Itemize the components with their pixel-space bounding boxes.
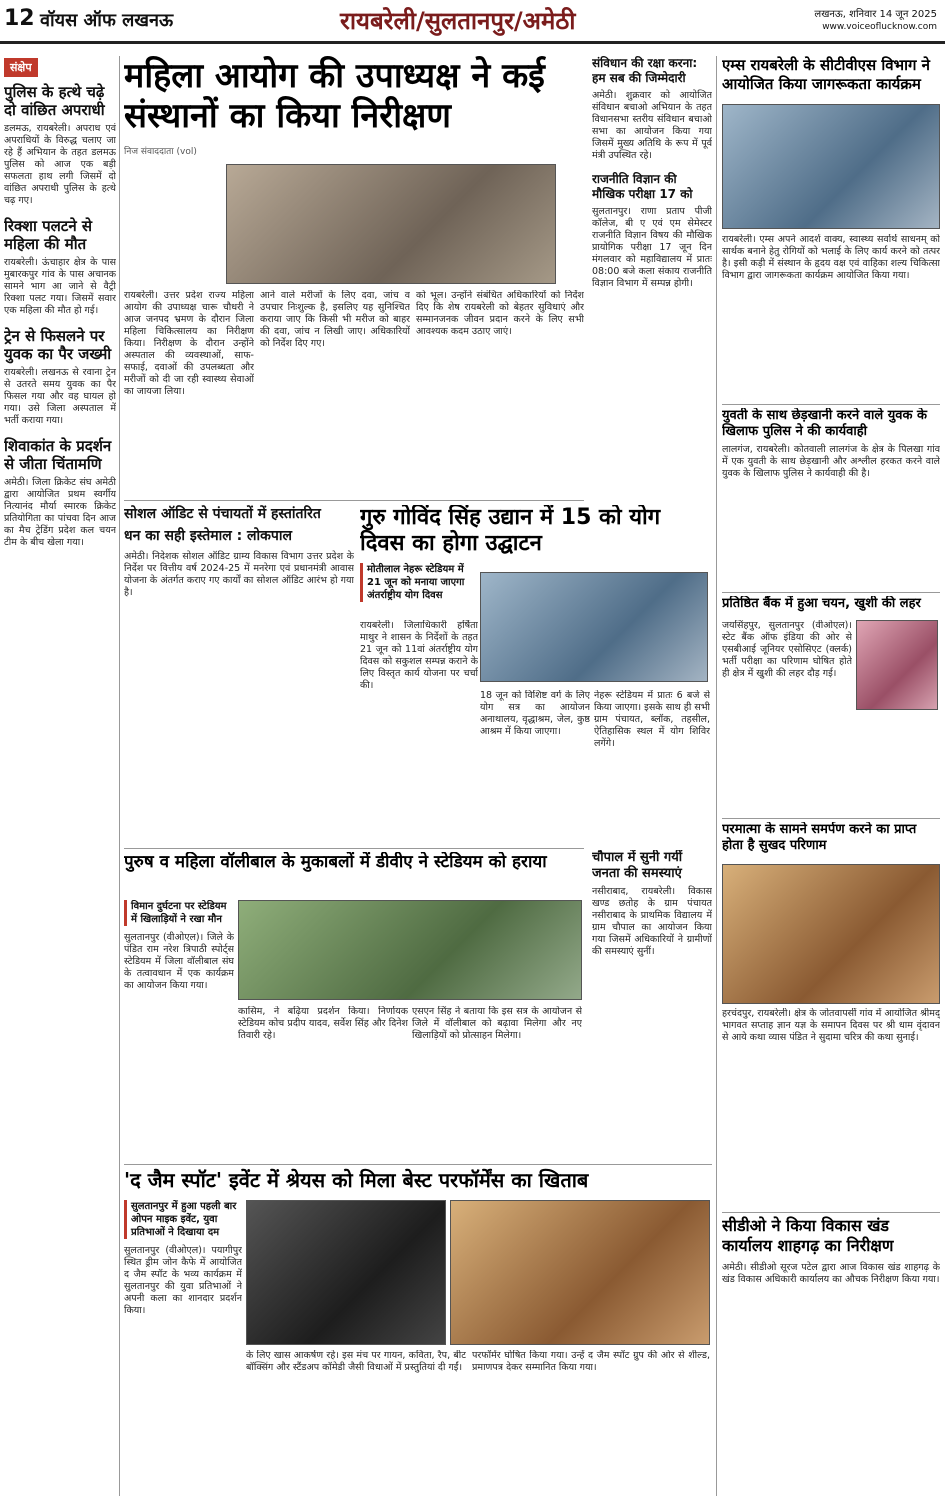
volleyball-left: [124, 900, 234, 1160]
column-rule: [716, 56, 717, 1496]
bank-headline: प्रतिष्ठित बैंक में हुआ चयन, खुशी की लहर: [722, 596, 921, 611]
jam-left: [124, 1200, 242, 1496]
harassment-headline: युवती के साथ छेड़खानी करने वाले युवक के खिलाफ पुलिस ने की कार्यवाही: [722, 408, 927, 439]
story-head: पुलिस के हत्थे चढ़े दो वांछित अपराधी: [4, 83, 105, 119]
yoga-text: 18 जून को विशिष्ट वर्ग के लिए योग सत्र का आयोजन अनाथालय, वृद्धाश्रम, जेल, कुष्ठ आश्रम में किया जाएगा।: [480, 690, 590, 737]
website: www.voiceoflucknow.com: [822, 22, 937, 32]
section-rule: [722, 1212, 940, 1213]
story-head: रिक्शा पलटने से महिला की मौत: [4, 217, 93, 253]
story-text: नसीराबाद, रायबरेली। विकास खण्ड छतोह के ग्राम पंचायत नसीराबाद के प्राथमिक विद्यालय में ग्राम चौपाल का आयोजन किया गया जिसमें अधिकारियों ने ग्रामीणों की समस्याएं सुनीं।: [592, 886, 712, 957]
column-rule: [119, 56, 120, 1496]
story-text: रायबरेली। लखनऊ से रवाना ट्रेन से उतरते समय युवक का पैर फिसल गया और वह घायल हो गया। उसे जिला अस्पताल में भर्ती कराया गया।: [4, 367, 116, 426]
lead-headline: महिला आयोग की उपाध्यक्ष ने कई संस्थानों का किया निरीक्षण: [124, 56, 545, 136]
masthead: [0, 0, 945, 44]
volleyball-text: एसएन सिंह ने बताया कि इस सत्र के आयोजन से जिले में वॉलीबाल को बढ़ावा मिलेगा और नए खिलाड़ियों को प्रोत्साहन मिलेगा।: [412, 1006, 582, 1041]
cdo-headline: सीडीओ ने किया विकास खंड कार्यालय शाहगढ़ का निरीक्षण: [722, 1216, 894, 1255]
yoga-bullet: मोतीलाल नेहरू स्टेडियम में 21 जून को मनाया जाएगा अंतर्राष्ट्रीय योग दिवस: [360, 563, 478, 602]
social-audit-story: [124, 505, 354, 845]
story-head: धन का सही इस्तेमाल : लोकपाल: [124, 528, 292, 544]
jam-headline: 'द जैम स्पॉट' इवेंट में श्रेयस को मिला बेस्ट परफॉर्मेंस का खिताब: [124, 1168, 589, 1192]
bank-photo: [856, 620, 938, 710]
section-rule: [124, 848, 584, 849]
volleyball-text: कासिम, ने बढ़िया प्रदर्शन किया। निर्णायक स्टेडियम कोच प्रदीप यादव, सर्वेश सिंह और दिनेश तिवारी रहे।: [238, 1006, 408, 1041]
surrender-headline: परमात्मा के सामने समर्पण करने का प्राप्त होता है सुखद परिणाम: [722, 822, 917, 853]
chaupal-story: [592, 850, 712, 1150]
volleyball-bullet: विमान दुर्घटना पर स्टेडियम में खिलाड़ियों ने रखा मौन: [124, 900, 234, 926]
surrender-photo: [722, 864, 940, 1004]
story-head: शिवाकांत के प्रदर्शन से जीता चिंतामणि: [4, 437, 112, 473]
bank-text: जयसिंहपुर, सुलतानपुर (वीओएल)। स्टेट बैंक ऑफ इंडिया की ओर से एसबीआई जूनियर एसोसिएट (क्लर्क) भर्ती परीक्षा का परिणाम घोषित होते ही क्षेत्र में खुशी की लहर दौड़ गई।: [722, 620, 852, 679]
aiims-headline: एम्स रायबरेली के सीटीवीएस विभाग ने आयोजित किया जागरूकता कार्यक्रम: [722, 56, 930, 93]
surrender-story: [722, 822, 940, 862]
yoga-text: रायबरेली। जिलाधिकारी हर्षिता माथुर ने शासन के निर्देशों के तहत 21 जून को 11वां अंतर्राष्ट्रीय योग दिवस को सकुशल सम्पन्न कराने के लिए विस्तृत कार्य योजना पर चर्चा की।: [360, 620, 478, 691]
story-text: रायबरेली। ऊंचाहार क्षेत्र के पास मुबारकपुर गांव के पास अचानक सामने भाग आ जाने से वैट्री रिक्शा पलट गया। जिसमें सवार एक महिला की मौत हो गई।: [4, 257, 116, 316]
constitution-story: [592, 56, 712, 496]
story-head: सोशल ऑडिट से पंचायतों में हस्तांतरित: [124, 506, 321, 522]
left-column: [4, 56, 116, 1496]
lead-text: आने वाले मरीजों के लिए दवा, जांच व उपचार निःशुल्क है, इसलिए यह सुनिश्चित कराया जाए कि किसी भी मरीज को बाहर की दवा, जांच न लिखी जाए। अधिकारियों को निर्देश दिए गए।: [260, 290, 410, 349]
section-rule: [722, 404, 940, 405]
jam-photo: [246, 1200, 446, 1345]
story-head: संविधान की रक्षा करना: हम सब की जिम्मेदारी: [592, 56, 698, 85]
story-text: सुलतानपुर (वीओएल)। पयागीपुर स्थित ड्रीम जोन कैफे में आयोजित द जैम स्पॉट के भव्य कार्यक्रम में सुलतानपुर की युवा प्रतिभाओं ने अपनी कला का शानदार प्रदर्शन किया।: [124, 1245, 242, 1316]
jam-text: परफॉर्मर घोषित किया गया। उन्हें द जैम स्पॉट ग्रुप की ओर से शील्ड, प्रमाणपत्र देकर सम्मानित किया गया।: [472, 1350, 710, 1373]
volleyball-headline: पुरुष व महिला वॉलीबाल के मुकाबलों में डीवीए ने स्टेडियम को हराया: [124, 852, 547, 872]
story-text: अमेठी। जिला क्रिकेट संघ अमेठी द्वारा आयोजित प्रथम स्वर्गीय नित्यानंद मौर्या स्मारक क्रिकेट प्रतियोगिता का पांचवा दिन आज का मैच ट्रेडिंग प्रदेश कल चयन टीम के बीच खेला गया।: [4, 477, 116, 548]
lead-photo: [226, 164, 556, 284]
byline: निज संवाददाता (vol): [124, 147, 197, 157]
story-text: सुलतानपुर (वीओएल)। जिले के पंडित राम नरेश त्रिपाठी स्पोर्ट्स स्टेडियम में जिला वॉलीबाल संघ के तत्वावधान में एक कार्यक्रम का आयोजन किया गया।: [124, 932, 234, 991]
yoga-text: नेहरू स्टेडियम में प्रातः 6 बजे से किया जाएगा। इसके साथ ही सभी ग्राम पंचायत, ब्लॉक, तहसील, ऐतिहासिक स्थल में योग शिविर लगेंगे।: [594, 690, 710, 749]
jam-bullet: सुलतानपुर में हुआ पहली बार ओपन माइक इवेंट, युवा प्रतिभाओं ने दिखाया दम: [124, 1200, 242, 1239]
page-number: 12: [4, 6, 35, 31]
story-head: राजनीति विज्ञान की मौखिक परीक्षा 17 को: [592, 172, 693, 201]
story-head: चौपाल में सुनी गयीं जनता की समस्याएं: [592, 850, 683, 881]
story-text: लालगंज, रायबरेली। कोतवाली लालगंज के क्षेत्र के पिलखा गांव में एक युवती के साथ छेड़खानी और अश्लील हरकत करने वाले युवक के खिलाफ पुलिस ने कार्यवाही की है।: [722, 444, 940, 479]
volleyball-photo: [238, 900, 582, 1000]
aiims-text: रायबरेली। एम्स अपने आदर्श वाक्य, स्वास्थ्य सर्वार्थ साधनम् को सार्थक बनाने हेतु रोगियों को भलाई के लिए कार्य करने को तत्पर है। इसी कड़ी में संस्थान के हृदय वक्ष एवं वाहिका शल्य चिकित्सा विभाग द्वारा जागरूकता कार्यक्रम आयोजित किया गया।: [722, 234, 940, 281]
story-text: अमेठी। शुक्रवार को आयोजित संविधान बचाओ अभियान के तहत विधानसभा स्तरीय संविधान बचाओ सभा का आयोजन किया गया जिसमें मुख्य अतिथि के रूप में पूर्व मंत्री उपस्थित रहे।: [592, 90, 712, 161]
lead-text: को भूल। उन्होंने संबंधित अधिकारियों को निर्देश दिए कि शेष रायबरेली को बेहतर सुविधाएं और सम्मानजनक जीवन प्रदान करने के लिए सभी आवश्यक कदम उठाए जाएं।: [416, 290, 584, 337]
story-text: सुलतानपुर। राणा प्रताप पीजी कॉलेज, बी ए एवं एम सेमेस्टर राजनीति विज्ञान विषय की मौखिक प्रायोगिक परीक्षा 17 जून दिन मंगलवार को महाविद्यालय में प्रातः 08:00 बजे कला संकाय राजनीति विज्ञान विभाग में सम्पन्न होगी।: [592, 206, 712, 289]
story-text: अमेठी। निदेशक सोशल ऑडिट ग्राम्य विकास विभाग उत्तर प्रदेश के निर्देश पर वित्तीय वर्ष 2024-25 में मनरेगा एवं प्रधानमंत्री आवास योजना के अंतर्गत कराए गए कार्यों का सोशल ऑडिट आरंभ हो गया है।: [124, 551, 354, 598]
cdo-story: [722, 1216, 940, 1496]
story-head: ट्रेन से फिसलने पर युवक का पैर जख्मी: [4, 327, 112, 363]
aiims-photo: [722, 104, 940, 229]
yoga-photo: [480, 572, 708, 682]
section-rule: [722, 818, 940, 819]
lead-text: रायबरेली। उत्तर प्रदेश राज्य महिला आयोग की उपाध्यक्ष चारू चौधरी ने आज जनपद भ्रमण के दौरान जिला महिला चिकित्सालय का निरीक्षण किया। निरीक्षण के दौरान उन्होंने अस्पताल की व्यवस्थाओं, साफ-सफाई, दवाओं की उपलब्धता और मरीजों को दी जा रही स्वास्थ्य सेवाओं का जायजा लिया।: [124, 290, 254, 397]
harassment-story: [722, 408, 940, 590]
section-rule: [124, 1164, 712, 1165]
jam-text: के लिए खास आकर्षण रहे। इस मंच पर गायन, कविता, रैप, बीट बॉक्सिंग और स्टैंडअप कॉमेडी जैसी विधाओं में प्रस्तुतियां दी गईं।: [246, 1350, 466, 1373]
edition-title: रायबरेली/सुलतानपुर/अमेठी: [340, 7, 576, 35]
section-rule: [722, 592, 940, 593]
story-text: डलमऊ, रायबरेली। अपराध एवं अपराधियों के विरुद्ध चलाए जा रहे हैं अभियान के तहत डलमऊ पुलिस को आज एक बड़ी सफलता हाथ लगी जिसमें दो वांछित अपराधी पुलिस के हत्थे चढ़ गए।: [4, 123, 116, 206]
jam-photo: [450, 1200, 710, 1345]
paper-name: वॉयस ऑफ लखनऊ: [40, 10, 174, 31]
dateline: लखनऊ, शनिवार 14 जून 2025: [814, 9, 937, 20]
story-text: अमेठी। सीडीओ सूरज पटेल द्वारा आज विकास खंड शाहगढ़ के खंड विकास अधिकारी कार्यालय का औचक निरीक्षण किया गया।: [722, 1262, 940, 1285]
section-rule: [124, 500, 584, 501]
surrender-text: हरचंदपुर, रायबरेली। क्षेत्र के जोतवापर्सी गांव में आयोजित श्रीमद् भागवत सप्ताह ज्ञान यज्ञ के समापन दिवस पर श्री धाम वृंदावन से आये कथा व्यास पंडित ने सुदामा चरित्र की कथा सुनाई।: [722, 1008, 940, 1043]
yoga-headline: गुरु गोविंद सिंह उद्यान में 15 को योग दिवस का होगा उद्घाटन: [360, 505, 661, 556]
section-tag: संक्षेप: [4, 58, 38, 77]
